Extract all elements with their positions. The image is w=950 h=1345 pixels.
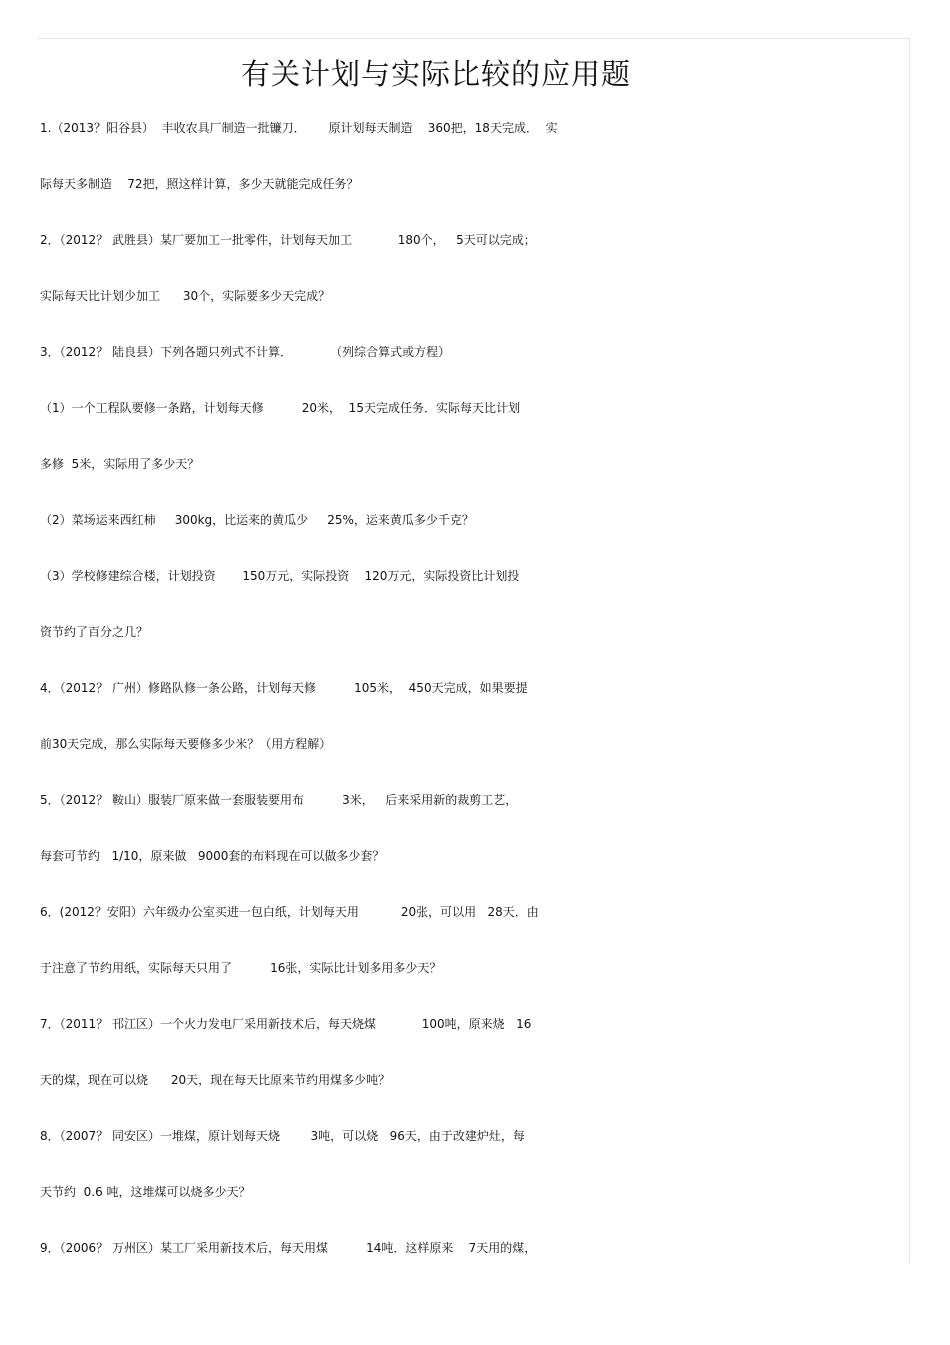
text-line-10: 资节约了百分之几？ [40,625,149,639]
text-line-18: 天的煤，现在可以烧 20天，现在每天比原来节约用煤多少吨？ [40,1073,391,1087]
document-title: 有关计划与实际比较的应用题 [240,57,631,91]
text-line-13: 5．（2012？ 鞍山）服装厂原来做一套服装要用布 3米， 后来采用新的裁剪工艺， [40,793,518,807]
text-line-12: 前30天完成，那么实际每天要修多少米？（用方程解） [40,737,332,751]
text-line-6: （1）一个工程队要修一条路，计划每天修 20米， 15天完成任务．实际每天比计划 [40,401,520,415]
text-line-3: 2．（2012？ 武胜县）某厂要加工一批零件，计划每天加工 180个， 5天可以完成； [40,233,536,247]
text-line-5: 3．（2012？ 陆良县）下列各题只列式不计算． （列综合算式或方程） [40,345,451,359]
text-line-20: 天节约 0.6 吨，这堆煤可以烧多少天？ [40,1185,251,1199]
text-line-1: 1.（2013？阳谷县） 丰收农具厂制造一批镰刀． 原计划每天制造 360把，18天完成． 实 [40,121,558,135]
text-line-11: 4．（2012？ 广州）修路队修一条公路，计划每天修 105米， 450天完成，如果要提 [40,681,528,695]
text-line-8: （2）菜场运来西红柿 300kg，比运来的黄瓜少 25%，运来黄瓜多少千克？ [40,513,474,527]
text-line-21: 9．（2006？ 万州区）某工厂采用新技术后，每天用煤 14吨．这样原来 7天用的煤， [40,1241,537,1255]
text-line-4: 实际每天比计划少加工 30个，实际要多少天完成？ [40,289,331,303]
text-line-17: 7．（2011？ 邗江区）一个火力发电厂采用新技术后，每天烧煤 100吨，原来烧 16 [40,1017,532,1031]
text-line-15: 6．(2012？安阳）六年级办公室买进一包白纸，计划每天用 20张，可以用 28天．由 [40,905,539,919]
text-line-2: 际每天多制造 72把，照这样计算，多少天就能完成任务？ [40,177,359,191]
text-line-16: 于注意了节约用纸，实际每天只用了 16张，实际比计划多用多少天？ [40,961,442,975]
text-line-9: （3）学校修建综合楼，计划投资 150万元，实际投资 120万元，实际投资比计划投 [40,569,520,583]
text-line-7: 多修 5米，实际用了多少天？ [40,457,200,471]
text-line-19: 8．（2007？ 同安区）一堆煤，原计划每天烧 3吨，可以烧 96天，由于改建炉灶，每 [40,1129,525,1143]
text-line-14: 每套可节约 1/10，原来做 9000套的布料现在可以做多少套？ [40,849,385,863]
